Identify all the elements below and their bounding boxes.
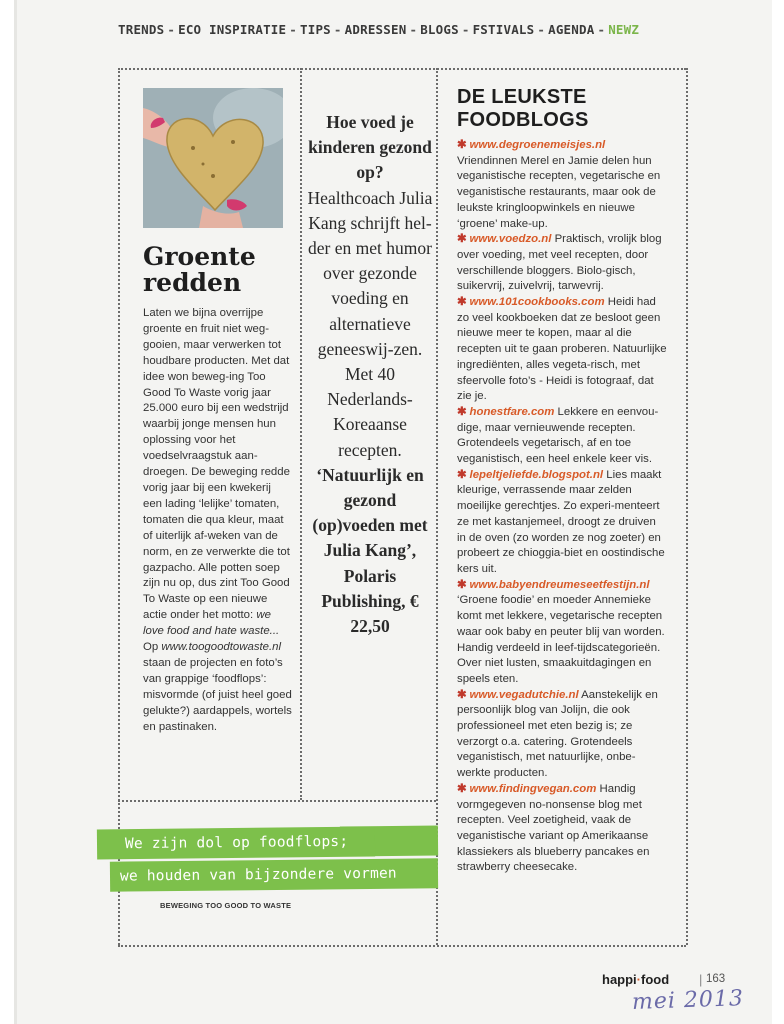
blog-description: Praktisch, vrolijk blog over voeding, met veel recepten, door verschillende bloggers. Biolo-gisch, suikervrij, zuivelvrij, tarwevrij. xyxy=(457,233,662,293)
blog-description: Heidi had zo veel kookboeken dat ze besloot geen nieuwe meer te kopen, maar al die recepten uit te gaan proberen. Natuurlijke ingrediënten, alles vegeta-risch, met sfeervolle foto’s - Heidi is fotograaf, dat zie je. xyxy=(457,296,667,403)
nav-item-eco-inspiratie: ECO INSPIRATIE xyxy=(178,22,287,37)
quote-line-2: we houden van bijzondere vormen xyxy=(119,865,397,885)
blog-link[interactable]: www.degroenemeisjes.nl xyxy=(469,139,606,151)
blog-description: Lekkere en eenvou-dige, maar vernieuwende recepten. Grotendeels vegetarisch, af en toe veganistisch, een heel enkele keer vis. xyxy=(457,405,659,466)
frame-top-rule xyxy=(118,68,686,70)
nav-item-agenda: AGENDA xyxy=(548,22,595,37)
quote-line-1: We zijn dol op foodflops; xyxy=(124,833,349,853)
nav-item-blogs: BLOGS xyxy=(420,22,459,37)
blog-item xyxy=(457,138,667,232)
book-question: Hoe voed je kinderen gezond op? xyxy=(308,112,432,183)
nav-item-newz: NEWZ xyxy=(608,22,640,37)
column-divider-1 xyxy=(300,68,302,800)
article-title: Groente redden xyxy=(143,242,256,297)
nav-item-tips: TIPS xyxy=(300,22,331,37)
frame-bottom-rule xyxy=(118,945,686,947)
handwritten-date: mei 2013 xyxy=(631,986,745,1015)
blog-description: Aanstekelijk en persoonlijk blog van Jolijn, die ook professioneel met eten bezig is; ze verzorgt o.a. catering. Grotendeels veganistisch, met natuurlijke, onbe-werkte producten. xyxy=(457,688,658,780)
foodblogs-list xyxy=(457,138,667,876)
frame-left-rule xyxy=(118,68,120,945)
star-bullet-icon: ✱ xyxy=(457,468,467,481)
quote-caption: BEWEGING TOO GOOD TO WASTE xyxy=(160,901,292,910)
blog-item xyxy=(457,405,667,468)
blog-link[interactable]: www.vegadutchie.nl xyxy=(469,688,579,701)
blog-description: Vriendinnen Merel en Jamie delen hun veganistische recepten, vegetarische en veganistische restaurants, maar ook de leukste kringloopwinkels en nieuwe ‘groene’ make-up. xyxy=(457,154,661,230)
article-site-prefix: Op xyxy=(143,641,159,654)
article-site-text: staan de projecten en foto’s van grappige ‘foodflops’: misvormde (of juist heel goed gelukte?) aardappels, wortels en pastinaken. xyxy=(143,656,292,733)
blog-description: ‘Groene foodie’ en moeder Annemieke komt met lekkere, vegetarische recepten waar ook baby en peuter blij van worden. Handig verdeeld in leef-tijdscategorieën. Over niet lusten, smaakuitdagingen en speels eten. xyxy=(457,594,665,685)
star-bullet-icon: ✱ xyxy=(457,233,467,246)
quote-strip-2 xyxy=(110,858,438,891)
book-description: Healthcoach Julia Kang schrijft hel-der en met humor over gezonde voeding en alternatieve geneeswij-zen. Met 40 Nederlands-Koreaanse recepten. xyxy=(307,187,433,460)
star-bullet-icon: ✱ xyxy=(457,782,467,795)
star-bullet-icon: ✱ xyxy=(457,139,467,151)
magazine-logo: happi·food xyxy=(602,972,670,987)
star-bullet-icon: ✱ xyxy=(457,688,467,701)
blog-link[interactable]: www.voedzo.nl xyxy=(469,233,552,246)
article-website-link[interactable]: www.toogoodtowaste.nl xyxy=(161,641,282,654)
star-bullet-icon: ✱ xyxy=(457,296,467,309)
column-divider-2 xyxy=(436,68,438,945)
article-paragraph: Laten we bijna overrijpe groente en fruit niet weg-gooien, maar verwerken tot houdbare producten. Met dat idee won beweg-ing Too Good To Waste vorig jaar 25.000 euro bij een wedstrijd waarbij jonge mensen hun oplossing voor het voedselvraagstuk aan-droegen. De beweging redde vorig jaar bij een kwekerij een lading ‘lelijke’ tomaten, tomaten die qua kleur, maat of uiterlijk af-weken van de norm, en ze verwerkte die tot gazpacho. Alle potten soep zijn nu op, dus zint Too Good To Waste op een nieuwe actie onder het motto: xyxy=(143,307,290,622)
blog-item xyxy=(457,468,667,578)
article-motto: we love food and hate waste... xyxy=(143,609,280,638)
star-bullet-icon: ✱ xyxy=(457,405,467,418)
footer-divider: | xyxy=(699,972,703,987)
frame-mid-rule xyxy=(118,800,436,802)
article-body xyxy=(143,306,293,735)
blog-link[interactable]: www.babyendreumeseetfestijn.nl xyxy=(469,578,650,591)
blog-item xyxy=(457,578,667,688)
nav-item-adressen: ADRESSEN xyxy=(344,22,407,37)
page-edge xyxy=(14,0,17,1024)
blog-item xyxy=(457,232,667,295)
book-details: ‘Natuurlijk en gezond (op)voeden met Julia Kang’, Polaris Publishing, € 22,50 xyxy=(312,464,428,637)
blog-item xyxy=(457,295,667,405)
page-number: 163 xyxy=(706,973,726,985)
frame-right-rule xyxy=(686,68,688,945)
blog-item xyxy=(457,688,667,782)
blog-item xyxy=(457,782,667,876)
nav-item-trends: TRENDS xyxy=(118,22,165,37)
blog-description: Handig vormgegeven no-nonsense blog met recepten. Veel zoetigheid, vaak de veganistische variant op Amerikaanse klassiekers als blueberry pancakes en strawberry cheesecake. xyxy=(457,782,650,874)
nav-item-festivals: FSTIVALS xyxy=(472,22,535,37)
book-teaser xyxy=(306,110,434,639)
blog-link[interactable]: honestfare.com xyxy=(469,405,555,418)
blog-link[interactable]: lepeltjeliefde.blogspot.nl xyxy=(469,468,604,481)
blog-description: Lies maakt kleurige, verrassende maar zelden moeilijke gerechtjes. Zo experi-menteert ze met kastanjemeel, droogt ze druiven in de oven (zo worden ze nog zoeter) en probeert ze chioggia-biet en oostindische kers uit. xyxy=(457,468,665,575)
quote-strip-1 xyxy=(97,827,375,860)
section-nav: TRENDS - ECO INSPIRATIE - TIPS - ADRESSEN - BLOGS - FSTIVALS - AGENDA - NEWZ xyxy=(118,22,640,37)
star-bullet-icon: ✱ xyxy=(457,578,467,591)
heart-potato-illustration xyxy=(143,88,283,228)
blog-link[interactable]: www.101cookbooks.com xyxy=(469,296,605,309)
heart-potato-photo xyxy=(143,88,283,228)
foodblogs-title: DE LEUKSTE FOODBLOGS xyxy=(457,86,589,131)
blog-link[interactable]: www.findingvegan.com xyxy=(469,782,597,795)
